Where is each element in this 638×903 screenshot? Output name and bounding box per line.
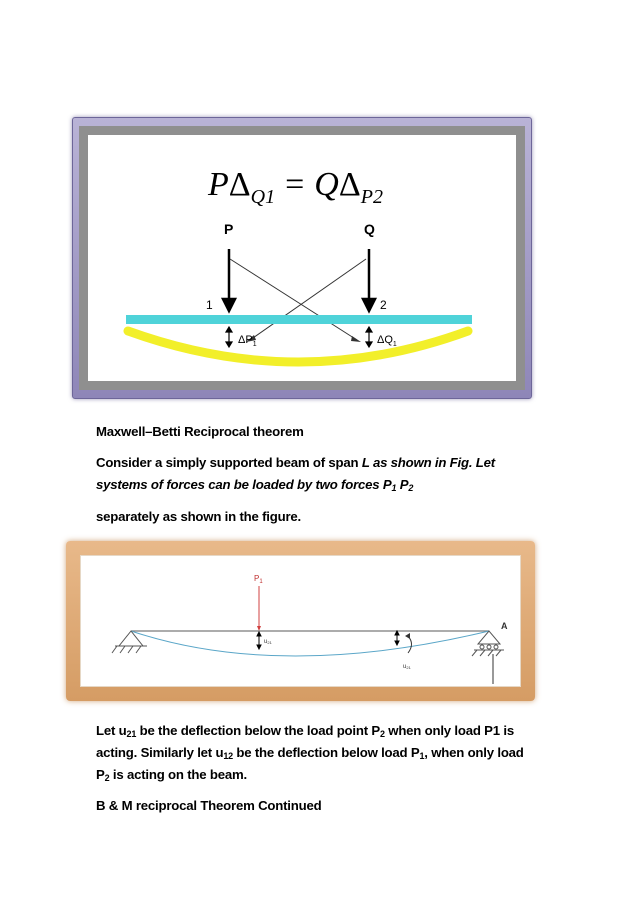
rotation-arrowhead (405, 633, 410, 639)
deflection-marker-2 (395, 631, 399, 645)
paragraph-1-line-3: separately as shown in the figure. (96, 509, 301, 524)
svg-text:PΔQ1=QΔP2 (207, 166, 383, 208)
eq-rhs-q: Q (314, 166, 339, 203)
eq-rhs-delta: Δ (338, 166, 361, 203)
load-p1-label: $P_1$ (254, 574, 263, 585)
u21-label: u21 (264, 639, 272, 645)
cross-line-2 (250, 259, 366, 340)
deflection-q-label: $\Delta Q_1$ (377, 334, 397, 348)
diagram-border (79, 126, 525, 390)
point-1-label: 1 (206, 298, 213, 312)
support-a-label: A (501, 621, 508, 631)
reciprocal-diagram-frame (72, 117, 532, 399)
point-2-label: 2 (380, 298, 387, 312)
paragraph-1-line-2: systems of forces can be loaded by two forces $P_1$ $P_2$ (96, 477, 414, 493)
reciprocal-diagram-svg (88, 135, 510, 381)
reciprocal-diagram (88, 135, 516, 381)
deflected-shape (131, 631, 489, 656)
eq-lhs-delta: Δ (228, 166, 251, 203)
eq-lhs-sub: Q1 (250, 186, 276, 208)
eq-lhs-p: P (208, 166, 229, 203)
cross-arrow-1 (351, 336, 361, 342)
paragraph-1-line-1: Consider a simply supported beam of span L as shown in Fig. Let (96, 455, 495, 470)
u21-marker (257, 632, 261, 649)
beam-deflection-svg (81, 556, 520, 686)
figure-caption: Maxwell–Betti Reciprocal theorem (96, 424, 304, 439)
right-support (472, 631, 504, 656)
beam-deflection-frame (66, 541, 535, 701)
beam-deflection-diagram (80, 555, 521, 687)
load-p1-arrowhead (257, 626, 261, 631)
deflection-p-mark (226, 327, 232, 347)
load-q-arrow (363, 249, 375, 311)
load-q-label: Q (364, 221, 375, 237)
paragraph-2-line-1: Let $u_{21}$ be the deflection below the load point $P_2$ when only load P1 is (96, 723, 514, 739)
load-p-label: P (224, 221, 234, 237)
paragraph-2-line-2: acting. Similarly let $u_{12}$ be the deflection below load $P_1$, when only load (96, 745, 524, 761)
load-p-arrow (223, 249, 235, 311)
eq-equals: = (285, 166, 305, 203)
deflected-beam (128, 331, 468, 362)
cross-line-1 (230, 259, 357, 340)
deflection-q-mark (366, 327, 372, 347)
u21-lower-label: u21 (403, 664, 411, 670)
deflection-p-label: $\Delta P_1$ (238, 334, 257, 348)
eq-rhs-sub: P2 (360, 186, 383, 208)
paragraph-2-line-3: $P_2$ is acting on the beam. (96, 767, 247, 783)
footer-line: B & M reciprocal Theorem Continued (96, 798, 322, 813)
undeformed-beam (126, 315, 472, 324)
